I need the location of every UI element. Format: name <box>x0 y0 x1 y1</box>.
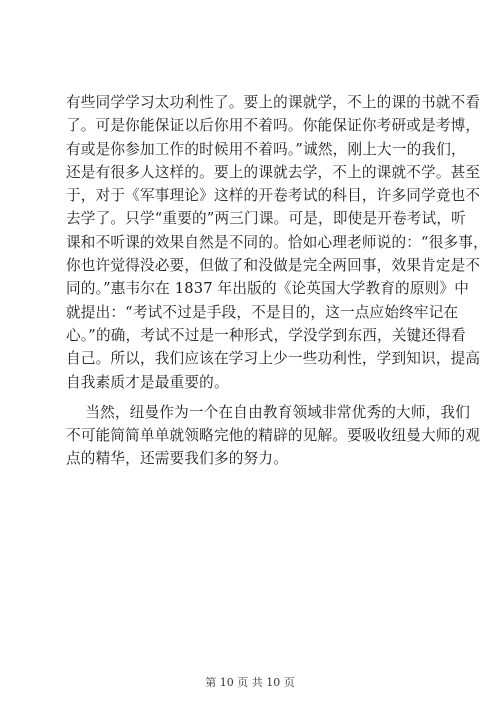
text-line: 心。”的确，考试不过是一种形式，学没学到东西，关键还得看 <box>66 326 466 344</box>
text-line: 同的。”惠韦尔在 1837 年出版的《论英国大学教育的原则》中 <box>66 280 470 298</box>
text-line: 自我素质才是最重要的。 <box>66 373 229 391</box>
paragraph-2 <box>66 401 481 471</box>
paragraph-spacer <box>66 394 442 401</box>
text-line: 有些同学学习太功利性了。要上的课就学，不上的课的书就不看 <box>66 94 481 111</box>
text-line: 了。可是你能保证以后你用不着吗。你能保证你考研或是考博， <box>66 117 481 135</box>
text-line: 点的精华，还需要我们多的努力。 <box>66 450 288 468</box>
paragraph-1 <box>66 91 488 394</box>
body-text <box>66 91 488 471</box>
text-line: 课和不听课的效果自然是不同的。恰如心理老师说的：“很多事， <box>66 233 488 251</box>
page-number-label: 第 10 页 共 10 页 <box>205 676 295 689</box>
text-line: 当然，纽曼作为一个在自由教育领域非常优秀的大师，我们 <box>66 403 470 421</box>
text-line: 于，对于《军事理论》这样的开卷考试的科目，许多同学竟也不 <box>66 187 481 205</box>
text-line: 还是有很多人这样的。要上的课就去学，不上的课就不学。甚至 <box>66 163 481 181</box>
text-line: 自己。所以，我们应该在学习上少一些功利性，学到知识，提高 <box>66 350 481 368</box>
text-line: 有或是你参加工作的时候用不着吗。”诚然，刚上大一的我们， <box>66 140 466 158</box>
text-line: 就提出：“考试不过是手段，不是目的，这一点应始终牢记在 <box>66 303 459 321</box>
page-footer <box>0 674 500 690</box>
text-line: 不可能简简单单就领略完他的精辟的见解。要吸收纽曼大师的观 <box>66 427 481 445</box>
text-line: 你也许觉得没必要，但做了和没做是完全两回事，效果肯定是不 <box>66 257 481 275</box>
text-line: 去学了。只学“重要的”两三门课。可是，即使是开卷考试，听 <box>66 210 466 228</box>
